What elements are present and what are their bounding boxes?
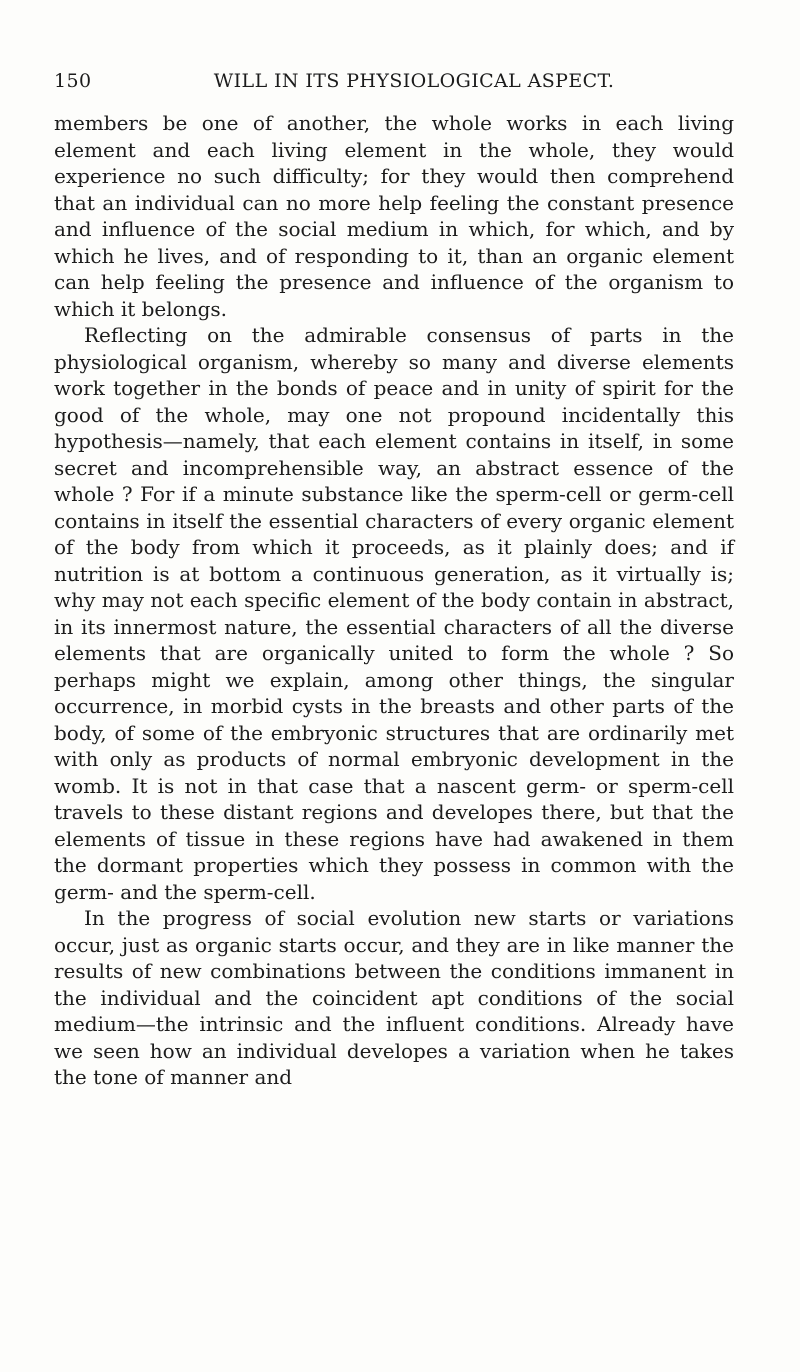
body-text	[54, 110, 734, 1091]
page-number: 150	[54, 70, 92, 92]
running-head	[54, 70, 734, 100]
paragraph-social-evolution: In the progress of social evolution new starts or variations occur, just as organic starts occur, and they are in like manner the results of new combinations between the conditions immanent in the individual and the coincident apt conditions of the social medium—the intrinsic and the influent conditions. Already have we seen how an individual developes a variation when he takes the tone of manner and	[54, 906, 734, 1089]
paragraph-reflecting: Reflecting on the admirable consensus of parts in the physiological organism, whereby so many and diverse elements work together in the bonds of peace and in unity of spirit for the good of the whole, may one not propound incidentally this hypothesis—namely, that each element contains in itself, in some secret and incomprehensible way, an abstract essence of the whole ? For if a minute substance like the sperm-cell or germ-cell contains in itself the essential characters of every organic element of the body from which it proceeds, as it plainly does; and if nutrition is at bottom a continuous generation, as it virtually is; why may not each specific element of the body contain in abstract, in its innermost nature, the essential characters of all the diverse elements that are organically united to form the whole ? So perhaps might we explain, among other things, the singular occurrence, in morbid cysts in the breasts and other parts of the body, of some of the embryonic structures that are ordinarily met with only as products of normal embryonic development in the womb. It is not in that case that a nascent germ- or sperm-cell travels to these distant regions and developes there, but that the elements of tissue in these regions have had awakened in them the dormant properties which they possess in common with the germ- and the sperm-cell.	[54, 323, 734, 904]
running-title: WILL IN ITS PHYSIOLOGICAL ASPECT.	[213, 70, 615, 92]
paragraph-continuation: members be one of another, the whole works in each living element and each living element in the whole, they would experience no such difficulty; for they would then comprehend that an individual can no more help feeling the constant presence and influence of the social medium in which, for which, and by which he lives, and of responding to it, than an organic element can help feeling the presence and influence of the organism to which it belongs.	[54, 111, 734, 321]
